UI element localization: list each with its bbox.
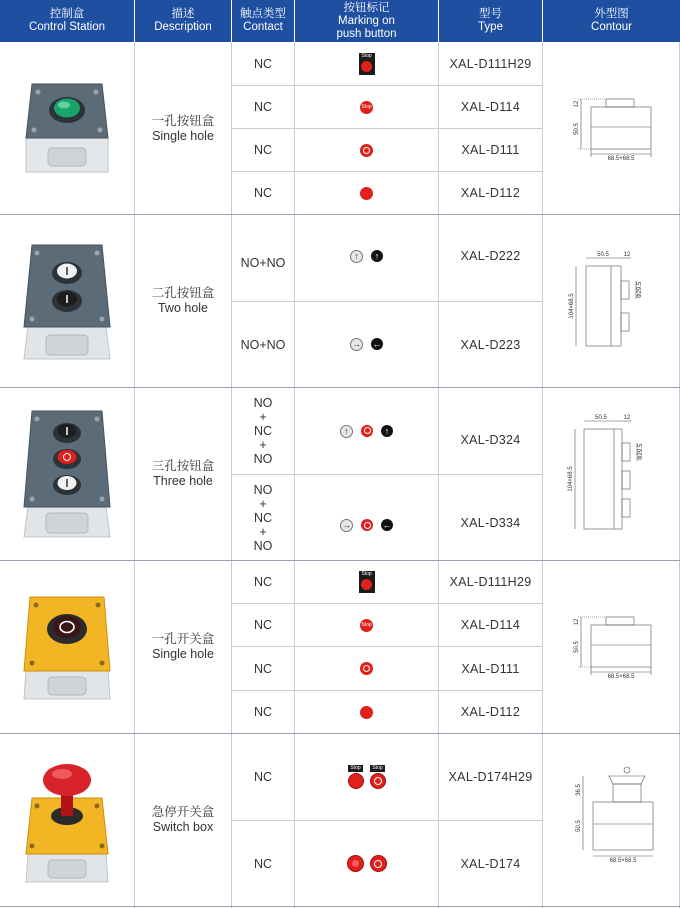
contact-cell: NO+NO xyxy=(240,256,286,270)
marking-cell xyxy=(295,172,438,214)
contact-line: NO xyxy=(253,538,273,553)
header-contour-cn: 外型图 xyxy=(594,8,629,20)
contour-dim-side: 104×68.5 xyxy=(568,466,574,492)
control-box-photo-three-hole xyxy=(0,388,134,560)
contour-dim-w: 68.5×68.5 xyxy=(607,674,635,680)
contact-cell: NO+NO xyxy=(240,337,286,352)
group-divider xyxy=(0,906,680,907)
contact-cell xyxy=(232,388,294,474)
contour-dim-top2: 12 xyxy=(623,415,631,421)
contour-dim-dia: Φ29.5 xyxy=(638,443,644,461)
red-ring-button-icon xyxy=(360,144,373,157)
description-cell xyxy=(135,561,231,733)
stop-label-text: Stop xyxy=(372,765,383,771)
desc-cn: 一孔按钮盒 xyxy=(151,113,215,128)
red-ring-button-icon xyxy=(360,662,373,675)
contour-dim-side: 104×68.5 xyxy=(569,293,575,319)
up-arrow-buttons-icon: ↑ ↑ xyxy=(350,250,383,263)
contact-cell: NC xyxy=(253,575,273,589)
contour-dim-top: 50.5 xyxy=(597,252,609,258)
contour-dim-w: 68.5×68.5 xyxy=(609,858,637,864)
marking-cell xyxy=(295,734,438,820)
contour-dim-h1: 36.5 xyxy=(576,784,582,796)
stop-red-button-icon xyxy=(360,101,373,114)
contact-cell: NC xyxy=(253,770,273,784)
control-box-photo-two-hole xyxy=(0,215,134,387)
marking-cell xyxy=(295,86,438,128)
header-contact-en: Contact xyxy=(243,21,283,33)
stop-red-button-icon xyxy=(360,619,373,632)
marking-cell xyxy=(295,302,438,387)
header-type xyxy=(439,0,542,42)
type-cell: XAL-D111H29 xyxy=(449,575,532,589)
control-box-photo-emergency-stop xyxy=(0,734,134,906)
type-cell: XAL-D114 xyxy=(460,100,521,114)
type-cell: XAL-D174 xyxy=(460,856,521,871)
contour-drawing xyxy=(543,388,679,560)
contour-dim-h2: 50.5 xyxy=(574,122,580,135)
marking-cell xyxy=(295,647,438,690)
desc-en: Single hole xyxy=(152,647,214,661)
header-contact xyxy=(232,0,294,42)
contour-dim-h2: 50.5 xyxy=(576,820,582,832)
contact-line: + xyxy=(259,438,267,452)
desc-en: Single hole xyxy=(152,128,214,143)
contour-drawing xyxy=(543,734,679,906)
marking-cell xyxy=(295,604,438,646)
emergency-stop-icon xyxy=(347,855,387,872)
red-button-icon xyxy=(360,187,373,200)
control-box-photo-single-yellow xyxy=(0,561,134,733)
header-contour-en: Contour xyxy=(591,21,632,33)
header-desc-en: Description xyxy=(154,21,212,33)
contact-cell: NC xyxy=(253,661,273,676)
contact-cell: NC xyxy=(253,856,273,871)
stop-label-text: Stop xyxy=(361,621,372,628)
control-box-photo-single-green xyxy=(0,43,134,214)
contact-cell: NC xyxy=(253,618,273,632)
contour-dim-w: 68.5×68.5 xyxy=(607,155,635,162)
marking-cell xyxy=(295,129,438,171)
type-cell: XAL-D324 xyxy=(460,433,521,447)
contour-drawing xyxy=(543,215,679,387)
contact-cell: NC xyxy=(253,100,273,114)
contact-line: NC xyxy=(253,424,273,438)
type-cell: XAL-D111 xyxy=(461,661,520,676)
left-arrow-buttons-icon: → ← xyxy=(352,339,382,349)
header-control-station xyxy=(0,0,134,42)
header-type-en: Type xyxy=(478,21,503,33)
header-station-en: Control Station xyxy=(28,21,106,33)
contact-cell: NC xyxy=(253,186,273,200)
header-contact-cn: 触点类型 xyxy=(240,8,286,20)
marking-cell xyxy=(295,821,438,906)
header-marking-en2: push button xyxy=(336,27,397,40)
contact-line: NO xyxy=(253,482,273,497)
desc-en: Two hole xyxy=(157,301,208,315)
contour-dim-h2: 50.5 xyxy=(574,641,580,653)
marking-cell xyxy=(295,475,438,568)
up-arrow-red-buttons-icon: ↑ ↑ xyxy=(340,425,393,438)
type-cell: XAL-D222 xyxy=(460,249,521,263)
description-cell xyxy=(135,388,231,560)
desc-cn: 二孔按钮盒 xyxy=(151,286,215,300)
type-cell: XAL-D334 xyxy=(460,515,521,530)
desc-en: Three hole xyxy=(153,474,213,488)
description-cell xyxy=(135,43,231,214)
header-type-cn: 型号 xyxy=(479,8,502,20)
contour-dim-h1: 12 xyxy=(574,100,580,107)
type-cell: XAL-D111H29 xyxy=(449,57,532,71)
desc-en: Switch box xyxy=(152,820,214,834)
header-marking-cn: 按钮标记 xyxy=(343,1,390,14)
contact-line: NC xyxy=(253,510,273,525)
stop-label-icon xyxy=(359,53,375,75)
marking-cell xyxy=(295,691,438,733)
header-station-cn: 控制盒 xyxy=(49,8,85,20)
header-contour xyxy=(543,0,680,42)
marking-cell xyxy=(295,388,438,474)
contact-line: + xyxy=(259,496,267,511)
contact-line: + xyxy=(259,410,267,424)
contour-dim-top2: 12 xyxy=(623,252,631,258)
marking-cell xyxy=(295,43,438,85)
type-cell: XAL-D112 xyxy=(460,705,521,719)
header-marking xyxy=(295,0,438,42)
type-cell: XAL-D114 xyxy=(460,618,521,632)
header-description xyxy=(135,0,231,42)
stop-label-text: Stop xyxy=(361,571,372,577)
type-cell: XAL-D111 xyxy=(461,143,520,157)
contour-dim-h1: 12 xyxy=(574,618,580,626)
emergency-stop-label-icon xyxy=(348,765,386,789)
marking-cell xyxy=(295,561,438,603)
marking-cell xyxy=(295,240,438,272)
desc-cn: 一孔开关盒 xyxy=(151,632,215,646)
type-cell: XAL-D223 xyxy=(460,337,521,352)
contact-cell xyxy=(232,475,294,560)
contact-cell: NC xyxy=(253,705,273,719)
stop-label-text: Stop xyxy=(361,103,372,110)
desc-cn: 三孔按钮盒 xyxy=(151,459,215,473)
stop-label-icon xyxy=(359,571,375,593)
description-cell xyxy=(135,734,231,906)
header-desc-cn: 描述 xyxy=(171,8,195,20)
stop-label-text: Stop xyxy=(361,53,372,59)
contact-line: + xyxy=(259,524,267,539)
desc-cn: 急停开关盒 xyxy=(151,805,215,819)
contact-cell: NC xyxy=(253,143,273,157)
contour-drawing xyxy=(543,43,679,214)
stop-label-text: Stop xyxy=(350,765,361,771)
red-button-icon xyxy=(360,706,373,719)
contour-dim-dia: Φ29.5 xyxy=(637,281,643,299)
contour-dim-top: 50.5 xyxy=(595,415,607,421)
contour-drawing xyxy=(543,561,679,733)
left-arrow-red-buttons-icon: → ← xyxy=(342,520,392,530)
contact-line: NO xyxy=(253,452,273,466)
contact-line: NO xyxy=(253,396,273,410)
type-cell: XAL-D174H29 xyxy=(448,770,533,784)
description-cell xyxy=(135,215,231,387)
contact-cell: NC xyxy=(253,57,273,71)
type-cell: XAL-D112 xyxy=(460,186,521,200)
header-marking-en1: Marking on xyxy=(338,14,395,27)
